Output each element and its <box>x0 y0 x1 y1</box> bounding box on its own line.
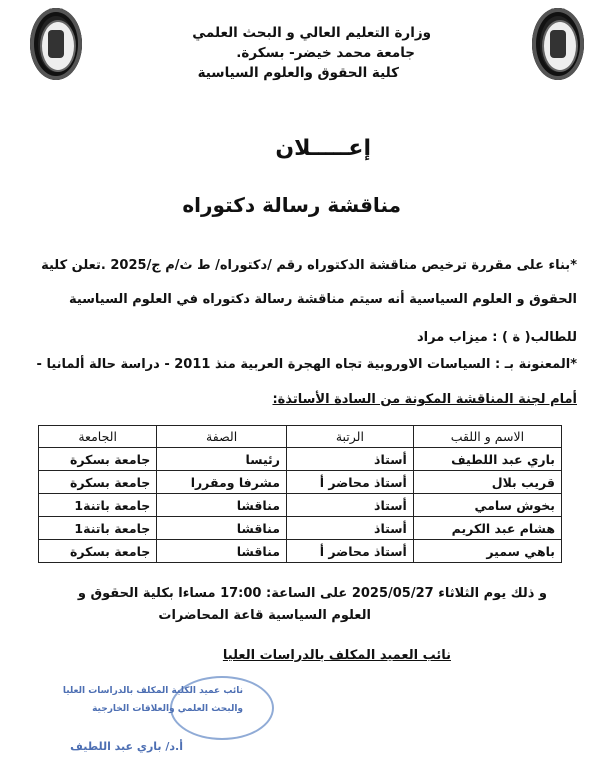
schedule-line-1: و ذلك يوم الثلاثاء 2025/05/27 على الساعة: 17:00 مساءا بكلية الحقوق و <box>77 586 547 601</box>
table-row <box>39 448 562 471</box>
body-line-2: الحقوق و العلوم السياسية أنه سيتم مناقشة رسالة دكتوراه في العلوم السياسية <box>68 292 577 307</box>
cell-rank: أستاذ <box>286 517 413 540</box>
thesis-title-line: *المعنونة بـ : السياسات الاوروبية تجاه الهجرة العربية منذ 2011 - دراسة حالة ألمانيا - <box>36 357 577 372</box>
cell-university: جامعة بسكرة <box>39 540 157 563</box>
stamp-line-2: والبحث العلمي والعلاقات الخارجية <box>92 704 243 714</box>
column-header-university: الجامعة <box>39 426 157 448</box>
cell-name: باري عبد اللطيف <box>413 448 561 471</box>
cell-role: مشرفا ومقررا <box>157 471 287 494</box>
schedule-line-2: العلوم السياسية قاعة المحاضرات <box>158 608 371 623</box>
column-header-role: الصفة <box>157 426 287 448</box>
table-row <box>39 471 562 494</box>
cell-role: مناقشا <box>157 494 287 517</box>
jury-table <box>38 425 562 563</box>
cell-name: هشام عبد الكريم <box>413 517 561 540</box>
subject-title: مناقشة رسالة دكتوراه <box>182 193 401 217</box>
announcement-title: إعـــــلان <box>275 136 371 161</box>
signature-title: نائب العميد المكلف بالدراسات العليا <box>222 648 451 663</box>
university-logo-left <box>30 8 82 80</box>
body-line-1: *بناء على مقررة ترخيص مناقشة الدكتوراه رقم /دكتوراه/ ط ث/م ج/2025 .تعلن كلية <box>41 258 577 273</box>
cell-role: مناقشا <box>157 517 287 540</box>
table-row <box>39 540 562 563</box>
table-row <box>39 517 562 540</box>
table-row <box>39 494 562 517</box>
cell-rank: أستاذ محاضر أ <box>286 471 413 494</box>
faculty-name: كلية الحقوق والعلوم السياسية <box>197 65 399 81</box>
cell-rank: أستاذ محاضر أ <box>286 540 413 563</box>
cell-university: جامعة باتنة1 <box>39 517 157 540</box>
signer-name: أ.د/ باري عبد اللطيف <box>70 740 183 753</box>
stamp-line-1: نائب عميد الكلية المكلف بالدراسات العليا <box>62 686 243 696</box>
column-header-rank: الرتبة <box>286 426 413 448</box>
cell-rank: أستاذ <box>286 494 413 517</box>
cell-university: جامعة باتنة1 <box>39 494 157 517</box>
university-logo-right <box>532 8 584 80</box>
cell-university: جامعة بسكرة <box>39 448 157 471</box>
cell-university: جامعة بسكرة <box>39 471 157 494</box>
table-header-row <box>39 426 562 448</box>
cell-role: مناقشا <box>157 540 287 563</box>
student-name-line: للطالب( ة ) : ميزاب مراد <box>417 330 577 345</box>
column-header-name: الاسم و اللقب <box>413 426 561 448</box>
cell-name: قريب بلال <box>413 471 561 494</box>
cell-role: رئيسا <box>157 448 287 471</box>
cell-name: بخوش سامي <box>413 494 561 517</box>
cell-name: باهي سمير <box>413 540 561 563</box>
university-name: جامعة محمد خيضر- بسكرة. <box>236 45 415 61</box>
committee-intro: أمام لجنة المناقشة المكونة من السادة الأساتذة: <box>272 392 577 407</box>
cell-rank: أستاذ <box>286 448 413 471</box>
ministry-name: وزارة التعليم العالي و البحث العلمي <box>192 25 431 41</box>
